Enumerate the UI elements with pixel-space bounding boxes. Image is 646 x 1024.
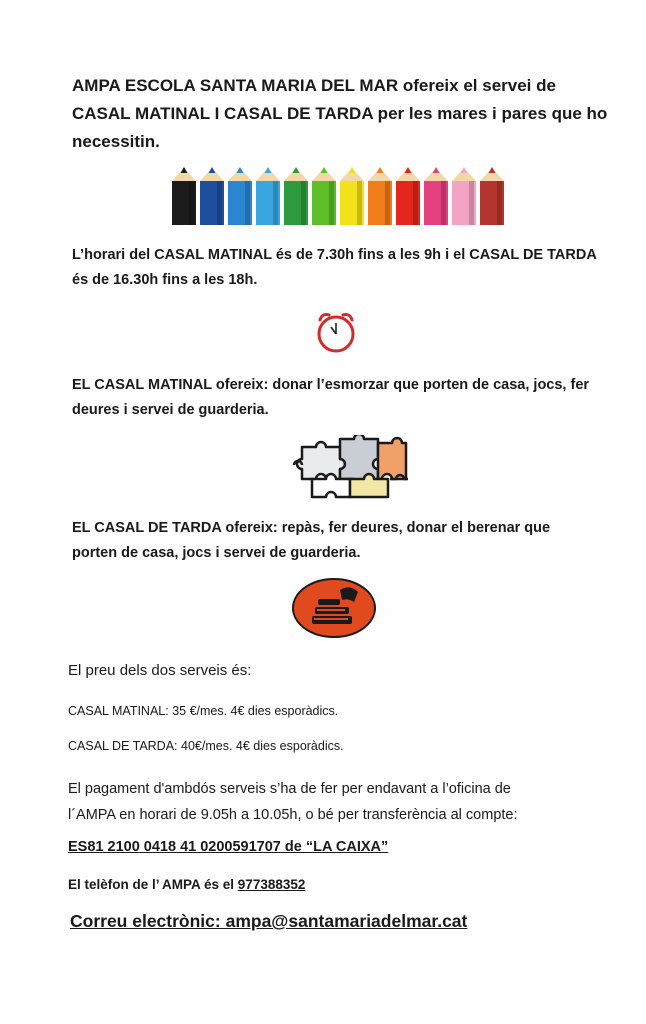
morning-line-1: EL CASAL MATINAL ofereix: donar l’esmorzar que porten de casa, jocs, fer <box>72 377 590 393</box>
pencil <box>312 167 336 225</box>
alarm-clock-icon <box>309 308 363 356</box>
pencil <box>480 167 504 225</box>
afternoon-line-1: EL CASAL DE TARDA ofereix: repàs, fer deures, donar el berenar que <box>72 520 551 536</box>
pencil <box>256 167 280 225</box>
puzzle-pieces-icon <box>282 435 412 500</box>
price-title: El preu dels dos serveis és: <box>68 662 252 679</box>
intro-paragraph <box>72 72 620 156</box>
pencil <box>284 167 308 225</box>
morning-line-2: deures i servei de guarderia. <box>72 402 269 418</box>
pencil <box>368 167 392 225</box>
price-morning: CASAL MATINAL: 35 €/mes. 4€ dies esporàdics. <box>68 704 339 718</box>
phone-label: El telèfon de l’ AMPA és el <box>68 877 238 892</box>
pencil <box>228 167 252 225</box>
schedule-line-2: és de 16.30h fins a les 18h. <box>72 272 258 288</box>
pencil <box>200 167 224 225</box>
intro-line-2: CASAL MATINAL I CASAL DE TARDA per les mares i pares que ho <box>72 104 608 123</box>
pencil <box>340 167 364 225</box>
pencil <box>172 167 196 225</box>
morning-service-paragraph <box>72 373 620 423</box>
price-afternoon: CASAL DE TARDA: 40€/mes. 4€ dies esporàdics. <box>68 739 344 753</box>
payment-line-1: El pagament d'ambdós serveis s’ha de fer per endavant a l’oficina de <box>68 781 511 797</box>
phone-number[interactable]: 977388352 <box>237 877 306 892</box>
payment-paragraph <box>68 776 588 828</box>
afternoon-service-paragraph <box>72 516 620 566</box>
email-link[interactable]: Correu electrònic: ampa@santamariadelmar.cat <box>70 911 468 931</box>
afternoon-line-2: porten de casa, jocs i servei de guarderia. <box>72 545 361 561</box>
intro-line-3: necessitin. <box>72 132 160 151</box>
phone-line <box>68 877 305 892</box>
schedule-paragraph <box>72 243 620 293</box>
pencil <box>452 167 476 225</box>
pencil <box>396 167 420 225</box>
bank-account: ES81 2100 0418 41 0200591707 de “LA CAIXA” <box>68 839 389 855</box>
payment-line-2: l´AMPA en horari de 9.05h a 10.05h, o bé per transferència al compte: <box>68 807 518 823</box>
colored-pencils-icon <box>170 165 506 225</box>
schedule-line-1: L’horari del CASAL MATINAL és de 7.30h fins a les 9h i el CASAL DE TARDA <box>72 247 597 263</box>
pencil <box>424 167 448 225</box>
intro-line-1: AMPA ESCOLA SANTA MARIA DEL MAR ofereix el servei de <box>72 76 556 95</box>
books-icon <box>292 578 376 638</box>
